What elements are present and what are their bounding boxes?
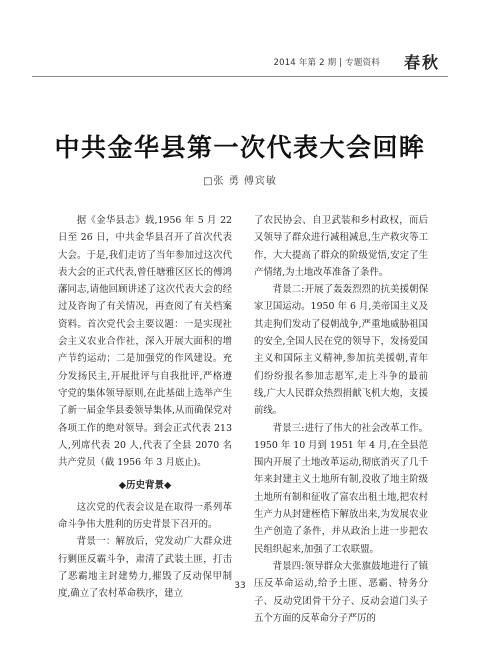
paragraph: 背景一：解放后，党发动广大群众进行剿匪反霸斗争，肃清了武装土匪，打击了恶霸地主封建势力,摧毁了反动保甲制度,确立了农村革命秩序，建立: [58, 536, 232, 600]
paragraph: 背景三:进行了伟大的社会改革工作。1950 年 10 月到 1951 年 4 月,在全县范围内开展了土地改革运动,彻底消灭了几千年来封建主义土地所有制,没收了地主阶级土地所有制和征收了富农出租土地,把农村生产力从封建桎梏下解放出来,为发展农业生产创造了条件，并从政治上进一步把农民组织起来,加强了工农联盟。: [254, 422, 428, 555]
chunqiu-logo: 春秋: [403, 53, 440, 72]
section-heading: ◆历史背景◆: [118, 480, 172, 492]
paragraph: 背景四:领导群众大张旗鼓地进行了镇压反革命运动,给予土匪、恶霸、特务分子、反动党团骨干分子、反动会道门头子五个方面的反革命分子严厉的: [254, 560, 428, 624]
header-divider: [32, 76, 448, 77]
issue-label: 2014 年第 2 期 | 专题资料: [273, 58, 380, 68]
page-header: [32, 50, 448, 74]
left-column: [58, 212, 232, 603]
article-author: □张 勇 傅宾敏: [203, 176, 277, 187]
paragraph: 背景二:开展了轰轰烈烈的抗美援朝保家卫国运动。1950 年 6 月,美帝国主义及其走狗们发动了侵朝战争,严重地威胁祖国的安全,全国人民在党的领导下，发扬爱国主义和国际主义精神,参加抗美援朝,青年们纷纷报名参加志愿军,走上斗争的最前线,广大人民群众热烈捐献飞机大炮，支援前线。: [254, 284, 428, 417]
article-title: 中共金华县第一次代表大会回眸: [54, 133, 426, 162]
page-number: 33: [234, 581, 246, 591]
right-column: [254, 212, 428, 627]
paragraph: 这次党的代表会议是在取得一系列革命斗争伟大胜利的历史背景下召开的。: [58, 501, 232, 531]
paragraph: 了农民协会、自卫武装和乡村政权，而后又领导了群众进行减租减息,生产救灾等工作，大大提高了群众的阶级觉悟,安定了生产情绪,为土地改革准备了条件。: [254, 215, 428, 278]
paragraph: 据《金华县志》载,1956 年 5 月 22 日至 26 日，中共金华县召开了首次代表大会。于是,我们走访了当年参加过这次代表大会的正式代表,曾任塘雅区区长的傅鸿藩同志,请他回顾讲述了这次代表大会的经过及咨询了有关情况，再查阅了有关档案资料。首次党代会主要议题：一是实现社会主义农业合作社，深入开展大面积的增产节约运动；二是加强党的作风建设。充分发扬民主,开展批评与自我批评,严格遵守党的集体领导原则,在此基础上选举产生了新一届金华县委领导集体,从而确保党对各项工作的绝对领导。到会正式代表 213 人,列席代表 20 人,代表了全县 2070 名共产党员（截 1956 年 3 月底止)。: [58, 215, 232, 469]
